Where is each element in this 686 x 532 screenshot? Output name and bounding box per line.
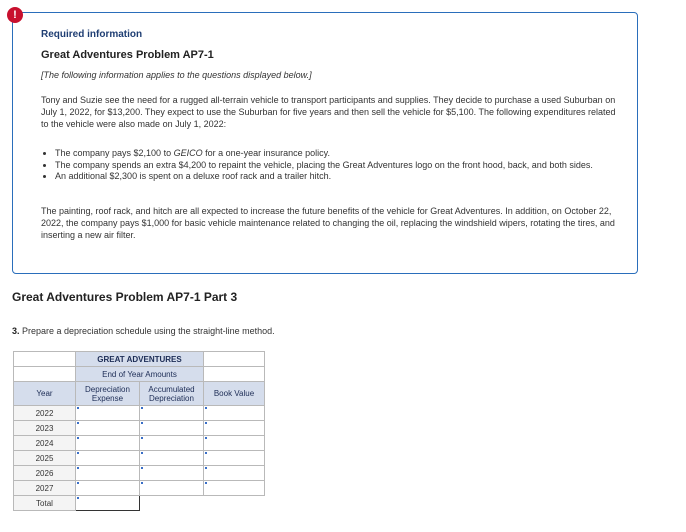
depreciation-expense-input[interactable] xyxy=(76,451,140,466)
bullet-emphasis: GEICO xyxy=(173,148,203,158)
depreciation-expense-input[interactable] xyxy=(76,406,140,421)
table-subtitle: End of Year Amounts xyxy=(76,367,204,382)
empty-cell xyxy=(140,496,204,511)
table-row-total xyxy=(14,496,265,511)
list-item: • An additional $2,300 is spent on a deluxe roof rack and a trailer hitch. xyxy=(55,171,623,183)
table-row xyxy=(14,481,265,496)
header-line: Depreciation xyxy=(149,393,194,403)
header-line: Accumulated xyxy=(148,384,195,394)
bullet-text: for a one-year insurance policy. xyxy=(202,148,330,158)
book-value-input[interactable] xyxy=(204,421,265,436)
question-number: 3. xyxy=(12,326,20,336)
additional-paragraph: The painting, roof rack, and hitch are all expected to increase the future benefits of the vehicle for Great Adventures. In addition, on October 22, 2022, the company pays $1,000 for basic vehicle maintenance related to changing the oil, replacing the windshield wipers, rotating the tires, and inserting a new air filter. xyxy=(41,205,615,240)
header-line: Expense xyxy=(91,393,124,403)
table-row xyxy=(14,421,265,436)
year-label: 2024 xyxy=(14,436,76,451)
table-corner xyxy=(14,367,76,382)
accumulated-depreciation-input[interactable] xyxy=(140,421,204,436)
total-depreciation-expense-input[interactable] xyxy=(76,496,140,511)
book-value-input[interactable] xyxy=(204,436,265,451)
year-label: 2023 xyxy=(14,421,76,436)
book-value-input[interactable] xyxy=(204,466,265,481)
year-label: 2025 xyxy=(14,451,76,466)
table-corner xyxy=(204,352,265,367)
part-title: Great Adventures Problem AP7-1 Part 3 xyxy=(12,290,238,304)
question-text: Prepare a depreciation schedule using the straight-line method. xyxy=(19,326,275,336)
depreciation-schedule-table xyxy=(13,351,265,511)
instruction-note: [The following information applies to the questions displayed below.] xyxy=(41,70,312,80)
empty-cell xyxy=(204,496,265,511)
column-header-book-value: Book Value xyxy=(204,382,265,406)
column-header-depreciation-expense xyxy=(76,382,140,406)
depreciation-expense-input[interactable] xyxy=(76,436,140,451)
table-row xyxy=(14,436,265,451)
accumulated-depreciation-input[interactable] xyxy=(140,466,204,481)
expenditure-list xyxy=(41,148,623,183)
accumulated-depreciation-input[interactable] xyxy=(140,481,204,496)
total-label: Total xyxy=(14,496,76,511)
depreciation-expense-input[interactable] xyxy=(76,421,140,436)
year-label: 2027 xyxy=(14,481,76,496)
problem-title: Great Adventures Problem AP7-1 xyxy=(41,49,214,61)
column-header-accumulated-depreciation xyxy=(140,382,204,406)
table-company-header: GREAT ADVENTURES xyxy=(76,352,204,367)
year-label: 2026 xyxy=(14,466,76,481)
accumulated-depreciation-input[interactable] xyxy=(140,406,204,421)
required-information-panel xyxy=(12,9,638,274)
table-row xyxy=(14,406,265,421)
table-corner xyxy=(14,352,76,367)
list-item: • The company spends an extra $4,200 to repaint the vehicle, placing the Great Adventures logo on the front hood, back, and both sides. xyxy=(55,160,623,172)
depreciation-expense-input[interactable] xyxy=(76,466,140,481)
required-info-label: Required information xyxy=(41,29,143,40)
header-line: Depreciation xyxy=(85,384,130,394)
book-value-input[interactable] xyxy=(204,406,265,421)
scenario-paragraph: Tony and Suzie see the need for a rugged all-terrain vehicle to transport participants and supplies. They decide to purchase a used Suburban on July 1, 2022, for $13,200. They expect to use the Suburban for five years and then sell the vehicle for $5,100. The following expenditures related to the vehicle were also made on July 1, 2022: xyxy=(41,95,616,129)
year-label: 2022 xyxy=(14,406,76,421)
depreciation-expense-input[interactable] xyxy=(76,481,140,496)
book-value-input[interactable] xyxy=(204,451,265,466)
accumulated-depreciation-input[interactable] xyxy=(140,436,204,451)
alert-icon: ! xyxy=(7,7,23,23)
question-prompt xyxy=(12,326,275,336)
table-row xyxy=(14,451,265,466)
accumulated-depreciation-input[interactable] xyxy=(140,451,204,466)
column-header-year: Year xyxy=(14,382,76,406)
bullet-text: The company pays $2,100 to xyxy=(55,148,174,158)
table-row xyxy=(14,466,265,481)
table-corner xyxy=(204,367,265,382)
book-value-input[interactable] xyxy=(204,481,265,496)
list-item xyxy=(55,148,623,160)
